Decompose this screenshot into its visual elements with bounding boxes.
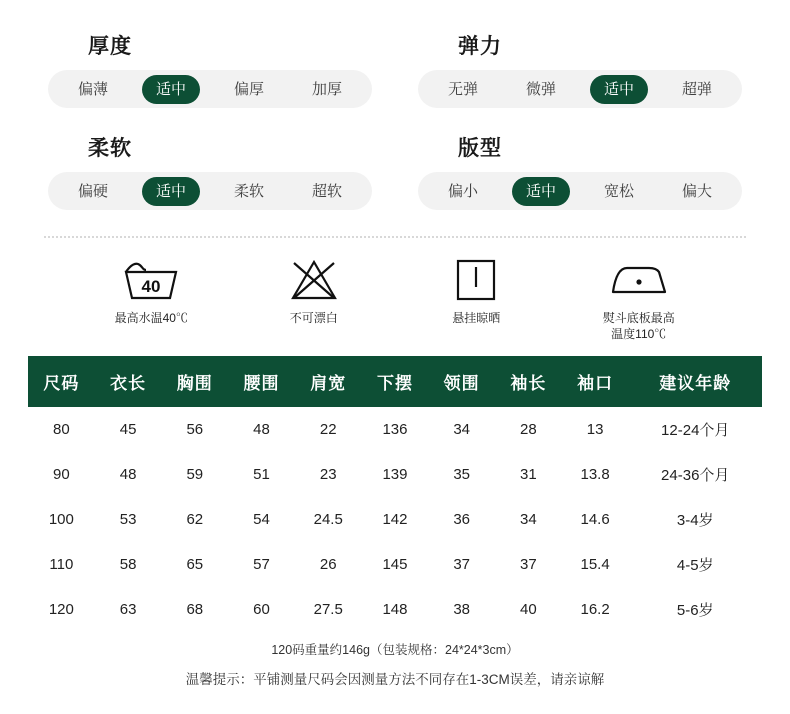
attribute-option-fit-2[interactable]: 宽松 [603, 182, 634, 200]
size-table-head [28, 356, 762, 407]
cell-2-7: 34 [520, 511, 537, 529]
line-dry-hang-icon [401, 256, 551, 304]
size-table [28, 356, 762, 632]
cell-1-6: 35 [453, 466, 471, 484]
attribute-block-thickness [36, 22, 384, 118]
cell-1-0: 90 [53, 466, 70, 484]
cell-2-8: 14.6 [580, 511, 610, 529]
care-item-wash [76, 256, 226, 326]
size-table-header-8: 袖口 [562, 356, 629, 407]
attribute-bar-thickness [48, 70, 372, 108]
size-table-header-3: 腰围 [228, 356, 295, 407]
cell-3-8: 15.4 [580, 556, 610, 574]
attribute-option-softness-0[interactable]: 偏硬 [77, 182, 108, 200]
measurement-tip-note: 温馨提示：平铺测量尺码会因测量方法不同存在1-3CM误差，请亲谅解 [185, 672, 605, 688]
size-table-header-1: 衣长 [95, 356, 162, 407]
size-table-header-row [28, 356, 762, 407]
attribute-option-fit-3[interactable]: 偏大 [681, 182, 712, 200]
cell-2-6: 36 [453, 511, 471, 529]
attribute-option-elasticity-0[interactable]: 无弹 [447, 80, 478, 98]
cell-0-9: 12-24个月 [661, 422, 730, 440]
cell-4-8: 16.2 [580, 601, 610, 619]
care-label-iron-line1: 熨斗底板最高 [602, 311, 675, 325]
attribute-title-thickness: 厚度 [88, 35, 132, 58]
table-row [28, 587, 762, 632]
table-row [28, 452, 762, 497]
attribute-option-thickness-3[interactable]: 加厚 [311, 80, 342, 98]
cell-1-5: 139 [382, 466, 408, 484]
cell-4-5: 148 [382, 601, 408, 619]
svg-text:40: 40 [141, 277, 161, 296]
cell-3-1: 58 [119, 556, 137, 574]
care-item-bleach [239, 256, 389, 326]
cell-1-2: 59 [186, 466, 204, 484]
footer-notes [0, 632, 790, 688]
cell-2-9: 3-4岁 [676, 512, 714, 530]
cell-4-0: 120 [48, 601, 74, 619]
cell-2-5: 142 [382, 511, 408, 529]
attribute-title-elasticity: 弹力 [458, 35, 502, 58]
attribute-option-fit-0[interactable]: 偏小 [447, 182, 478, 200]
cell-3-5: 145 [382, 556, 408, 574]
attribute-title-fit: 版型 [458, 137, 502, 160]
cell-0-4: 22 [319, 421, 337, 439]
cell-0-0: 80 [53, 421, 70, 439]
care-label-iron [564, 310, 714, 342]
cell-1-1: 48 [119, 466, 137, 484]
cell-0-1: 45 [119, 421, 137, 439]
cell-3-3: 57 [253, 556, 270, 574]
cell-0-6: 34 [453, 421, 471, 439]
cell-2-0: 100 [48, 511, 74, 529]
attribute-option-fit-1[interactable]: 适中 [512, 177, 570, 206]
cell-1-3: 51 [253, 466, 270, 484]
attribute-bar-elasticity [418, 70, 742, 108]
care-label-dry: 悬挂晾晒 [452, 311, 501, 325]
attribute-option-softness-3[interactable]: 超软 [311, 182, 342, 200]
care-item-iron [564, 256, 714, 342]
cell-3-7: 37 [520, 556, 537, 574]
cell-3-9: 4-5岁 [676, 557, 714, 575]
size-table-header-7: 袖长 [495, 356, 562, 407]
weight-note: 120码重量约146g（包装规格：24*24*3cm） [271, 643, 519, 658]
attribute-bar-fit [418, 172, 742, 210]
attribute-groups [0, 0, 790, 220]
attribute-block-softness [36, 124, 384, 220]
care-label-wash: 最高水温40℃ [114, 311, 188, 325]
cell-2-4: 24.5 [313, 511, 343, 529]
cell-3-4: 26 [319, 556, 337, 574]
size-table-body [28, 407, 762, 632]
size-table-header-9: 建议年龄 [628, 356, 762, 407]
cell-1-4: 23 [319, 466, 337, 484]
no-bleach-triangle-icon [239, 256, 389, 304]
table-row [28, 497, 762, 542]
attribute-option-thickness-0[interactable]: 偏薄 [77, 80, 108, 98]
cell-4-9: 5-6岁 [676, 602, 714, 620]
cell-4-3: 60 [253, 601, 270, 619]
cell-2-3: 54 [253, 511, 270, 529]
cell-2-2: 62 [186, 511, 204, 529]
attribute-option-elasticity-3[interactable]: 超弹 [681, 80, 712, 98]
cell-0-2: 56 [186, 421, 204, 439]
table-row [28, 542, 762, 587]
table-row [28, 407, 762, 452]
size-table-header-5: 下摆 [362, 356, 429, 407]
care-instructions [0, 238, 790, 348]
cell-3-6: 37 [453, 556, 471, 574]
cell-4-2: 68 [186, 601, 204, 619]
cell-3-2: 65 [186, 556, 204, 574]
attribute-block-elasticity [406, 22, 754, 118]
cell-3-0: 110 [49, 556, 74, 574]
cell-0-7: 28 [520, 421, 537, 439]
size-table-header-2: 胸围 [161, 356, 228, 407]
size-table-header-0: 尺码 [28, 356, 95, 407]
care-label-iron-line2: 温度110℃ [611, 327, 667, 342]
wash-tub-40-icon [76, 256, 226, 304]
care-item-dry [401, 256, 551, 326]
size-table-header-4: 肩宽 [295, 356, 362, 407]
size-table-wrapper [0, 348, 790, 632]
attribute-option-elasticity-2[interactable]: 适中 [590, 75, 648, 104]
attribute-block-fit [406, 124, 754, 220]
cell-0-8: 13 [586, 421, 604, 439]
cell-4-4: 27.5 [313, 601, 343, 619]
attribute-bar-softness [48, 172, 372, 210]
cell-4-7: 40 [520, 601, 537, 619]
cell-4-1: 63 [119, 601, 137, 619]
attribute-option-thickness-1[interactable]: 适中 [142, 75, 200, 104]
attribute-title-softness: 柔软 [88, 137, 132, 160]
size-table-header-6: 领围 [428, 356, 495, 407]
iron-one-dot-icon [564, 256, 714, 304]
cell-1-7: 31 [520, 466, 537, 484]
care-label-bleach: 不可漂白 [289, 311, 338, 325]
cell-4-6: 38 [453, 601, 471, 619]
attribute-option-softness-2[interactable]: 柔软 [233, 182, 264, 200]
cell-1-9: 24-36个月 [661, 467, 730, 485]
cell-2-1: 53 [119, 511, 137, 529]
attribute-option-softness-1[interactable]: 适中 [142, 177, 200, 206]
cell-0-3: 48 [253, 421, 270, 439]
attribute-option-thickness-2[interactable]: 偏厚 [233, 80, 264, 98]
cell-1-8: 13.8 [580, 466, 610, 484]
attribute-option-elasticity-1[interactable]: 微弹 [525, 80, 556, 98]
cell-0-5: 136 [382, 421, 408, 439]
